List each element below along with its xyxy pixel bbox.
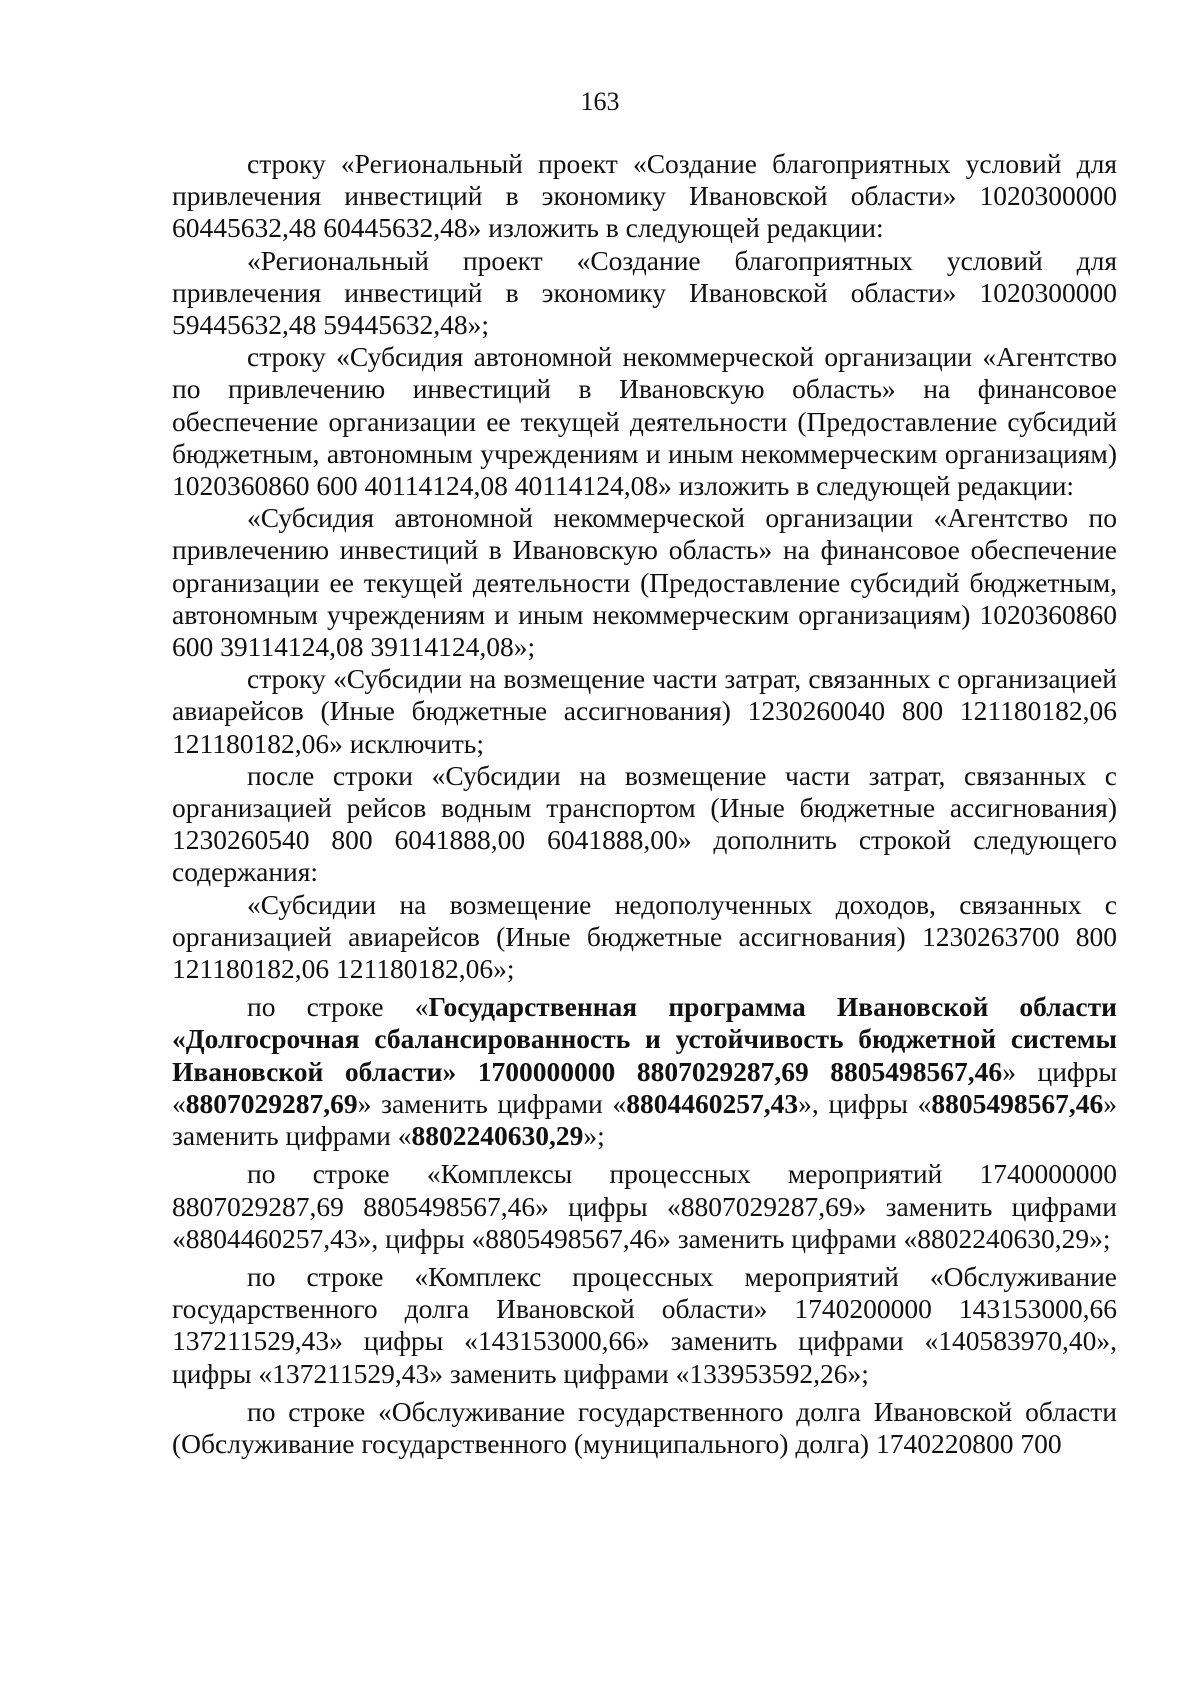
text-segment: »;: [583, 1120, 605, 1152]
text-segment: », цифры «: [798, 1087, 932, 1119]
paragraph: [172, 663, 1117, 760]
paragraph: [172, 1261, 1117, 1390]
text-segment: строку «Субсидия автономной некоммерческой организации «Агентство по привлечению инвестиций в Ивановскую область» на финансовое обеспечение организации ее текущей деятельности (Предоставление субсидий бюджетным, автономным учреждениям и иным некоммерческим организациям) 1020360860 600 40114124,08 40114124,08» изложить в следующей редакции:: [172, 341, 1117, 502]
text-segment: «Субсидия автономной некоммерческой организации «Агентство по привлечению инвестиций в Ивановскую область» на финансовое обеспечение организации ее текущей деятельности (Предоставление субсидий бюджетным, автономным учреждениям и иным некоммерческим организациям) 1020360860 600 39114124,08 39114124,08»;: [172, 502, 1117, 663]
paragraph: [172, 991, 1117, 1152]
document-body: [172, 148, 1117, 1460]
text-segment: » заменить цифрами «: [172, 1087, 1117, 1152]
paragraph: [172, 148, 1117, 245]
text-segment: «Субсидии на возмещение недополученных доходов, связанных с организацией авиарейсов (Иные бюджетные ассигнования) 1230263700 800 121180182,06 121180182,06»;: [172, 888, 1117, 985]
paragraph: [172, 760, 1117, 889]
text-segment: строку «Субсидии на возмещение части затрат, связанных с организацией авиарейсов (Иные бюджетные ассигнования) 1230260040 800 121180182,06 121180182,06» исключить;: [172, 663, 1117, 759]
text-segment: » заменить цифрами «: [357, 1087, 627, 1119]
text-segment: по строке «Обслуживание государственного долга Ивановской области (Обслуживание государственного (муниципального) долга) 1740220800 700: [172, 1395, 1117, 1459]
text-segment: «Региональный проект «Создание благоприятных условий для привлечения инвестиций в экономику Ивановской области» 1020300000 59445632,48 59445632,48»;: [172, 244, 1117, 341]
bold-text: 8804460257,43: [626, 1087, 799, 1119]
bold-text: 8802240630,29: [411, 1120, 584, 1152]
text-segment: по строке «: [247, 991, 429, 1023]
text-segment: по строке «Комплексы процессных мероприятий 1740000000 8807029287,69 8805498567,46» цифры «8807029287,69» заменить цифрами «8804460257,43», цифры «8805498567,46» заменить цифрами «8802240630,29»;: [172, 1158, 1117, 1254]
bold-text: Государственная программа Ивановской области «Долгосрочная сбалансированность и устойчивость бюджетной системы Ивановской области» 1700000000 8807029287,69 8805498567,46: [172, 991, 1117, 1087]
text-segment: по строке «Комплекс процессных мероприятий «Обслуживание государственного долга Ивановской области» 1740200000 143153000,66 137211529,43» цифры «143153000,66» заменить цифрами «140583970,40», цифры «137211529,43» заменить цифрами «133953592,26»;: [172, 1260, 1117, 1389]
text-segment: » цифры «: [172, 1055, 1117, 1119]
paragraph: [172, 341, 1117, 502]
text-segment: после строки «Субсидии на возмещение части затрат, связанных с организацией рейсов водным транспортом (Иные бюджетные ассигнования) 1230260540 800 6041888,00 6041888,00» дополнить строкой следующего содержания:: [172, 759, 1117, 888]
page-number: 163: [580, 87, 620, 116]
paragraph: [172, 1158, 1117, 1255]
bold-text: 8807029287,69: [185, 1087, 358, 1119]
bold-text: 8805498567,46: [931, 1087, 1104, 1119]
paragraph: [172, 245, 1117, 342]
text-segment: строку «Региональный проект «Создание благоприятных условий для привлечения инвестиций в экономику Ивановской области» 1020300000 60445632,48 60445632,48» изложить в следующей редакции:: [172, 148, 1117, 244]
paragraph: [172, 1396, 1117, 1460]
paragraph: [172, 889, 1117, 986]
paragraph: [172, 502, 1117, 663]
